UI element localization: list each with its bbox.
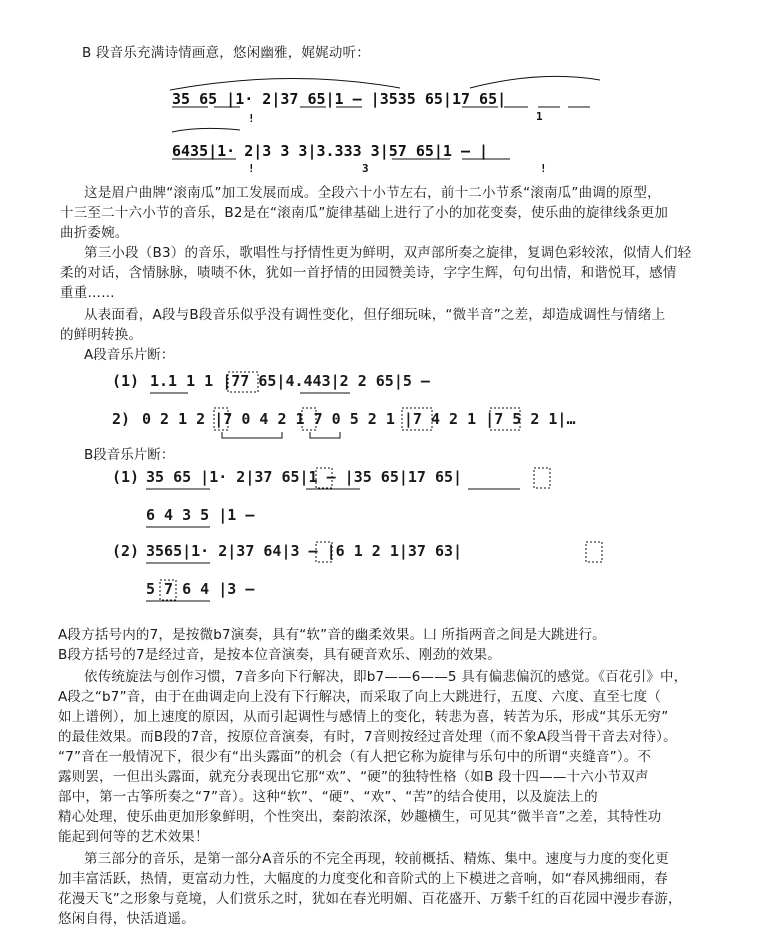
score-a-row2: 0 2 1 2 |7 0 4 2 1 7 0 5 2 1 |7 4 2 1 |7 5 2 1|…	[142, 410, 576, 428]
paragraph-5c: 如上谱例），加上速度的原因，从而引起调性与感情上的变化，转悲为喜，转苦为乐，形成“其乐无穷”	[58, 709, 669, 725]
paragraph-1b: 十三至二十六小节的音乐，B2是在“滚南瓜”旋律基础上进行了小的加花变奏，使乐曲的旋律线条更加	[60, 205, 669, 221]
svg-text:1: 1	[536, 110, 543, 123]
paragraph-3b: 的鲜明转换。	[60, 327, 143, 343]
paragraph-1a: 这是眉户曲牌“滚南瓜”加工发展而成。全段六十小节左右，前十二小节系“滚南瓜”曲调的原型，	[84, 185, 661, 201]
paragraph-4a: A段方括号内的7，是按微b7演奏，具有“软”音的幽柔效果。凵 所指两音之间是大跳进行。	[58, 627, 606, 643]
score-b-row1: 35 65 |1· 2|37 65|1 — |35 65|17 65|	[146, 468, 463, 486]
paragraph-1c: 曲折委婉。	[60, 225, 129, 241]
svg-text:!: !	[248, 112, 255, 125]
paragraph-6c: 花漫天飞”之形象与竟境，人们赏乐之时，犹如在春光明媚、百花盛开、万紫千红的百花园中漫步春游，	[58, 891, 682, 907]
paragraph-5i: 能起到何等的艺术效果！	[58, 829, 209, 845]
paragraph-5g: 部中，第一古筝所奏之“7”音）。这种“软”、“硬”、“欢”、“苦”的结合使用，以及旋法上的	[58, 789, 598, 805]
svg-text:3: 3	[362, 162, 369, 175]
paragraph-2a: 第三小段（B3）的音乐，歌唱性与抒情性更为鲜明，双声部所奏之旋律，复调色彩较浓，似情人们轻	[84, 245, 692, 261]
paragraph-2c: 重重……	[60, 285, 115, 301]
paragraph-5f: 露则罢，一但出头露面，就充分表现出它那“欢”、“硬”的独特性格（如B 段十四——十六小节双声	[58, 769, 649, 785]
paragraph-2b: 柔的对话，含情脉脉，啧啧不休，犹如一首抒情的田园赞美诗，字字生辉，句句出情，和谐悦耳，感情	[60, 265, 677, 281]
paragraph-5e: “7”音在一般情况下，很少有“出头露面”的机会（有人把它称为旋律与乐句中的所谓“夹缝音”）。不	[58, 749, 652, 765]
paragraph-3a: 从表面看，A段与B段音乐似乎没有调性变化，但仔细玩味，“微半音”之差，却造成调性与情绪上	[84, 307, 666, 323]
paragraph-5a: 依传统旋法与创作习惯，7音多向下行解决，即b7——6——5 具有偏悲偏沉的感觉。《百花引》中，	[84, 669, 688, 685]
a-excerpt-label: A段音乐片断：	[84, 347, 175, 363]
score-b-row4: 5 7 6 4 |3 —	[146, 580, 255, 598]
intro-line: B 段音乐充满诗情画意，悠闲幽雅，娓娓动听：	[82, 45, 370, 61]
paragraph-6a: 第三部分的音乐，是第一部分A音乐的不完全再现，较前概括、精炼、集中。速度与力度的变化更	[84, 851, 669, 867]
svg-text:6435|1· 2|3 3 3|3.333 3|57 6: 6435|1· 2|3 3 3|3.333 3|57 65|1 — |	[172, 142, 489, 160]
paragraph-5d: 的最佳效果。而B段的7音，按原位音演奏，有时，7音则按经过音处理（而不象A段当骨干音去对待）。	[58, 729, 677, 745]
score-b-row3: 3565|1· 2|37 64|3 — |6 1 2 1|37 63|	[146, 542, 463, 560]
paragraph-4b: B段方括号的7是经过音，是按本位音演奏，具有硬音欢乐、刚劲的效果。	[58, 647, 501, 663]
score-a-row1: 1.1 1 1 |77 65|4.443|2 2 65|5 —	[150, 372, 430, 390]
svg-text:!: !	[540, 162, 547, 175]
b-excerpt-label: B段音乐片断：	[84, 447, 175, 463]
svg-text:!: !	[248, 162, 255, 175]
score-a-row2-number: 2)	[112, 410, 131, 428]
paragraph-5b: A段之“b7”音，由于在曲调走向上没有下行解决，而采取了向上大跳进行，五度、六度、直至七度（	[58, 689, 662, 705]
paragraph-6b: 加丰富活跃，热情，更富动力性，大幅度的力度变化和音阶式的上下模进之音响，如“春风拂细雨，春	[58, 871, 668, 887]
paragraph-5h: 精心处理，使乐曲更加形象鲜明，个性突出，秦韵浓深，妙趣横生，可见其“微半音”之差，其特性功	[58, 809, 662, 825]
score-b-row1-number: (1)	[112, 468, 140, 486]
score-a-row1-number: (1)	[112, 372, 140, 390]
svg-text:35 65 |1· 2|37 65|1 — |3535: 35 65 |1· 2|37 65|1 — |3535 65|17 65|	[172, 90, 507, 108]
paragraph-6d: 悠闲自得，快活逍遥。	[58, 911, 195, 927]
score-b-row2: 6 4 3 5 |1 —	[146, 506, 255, 524]
score-b-row3-number: (2)	[112, 542, 140, 560]
